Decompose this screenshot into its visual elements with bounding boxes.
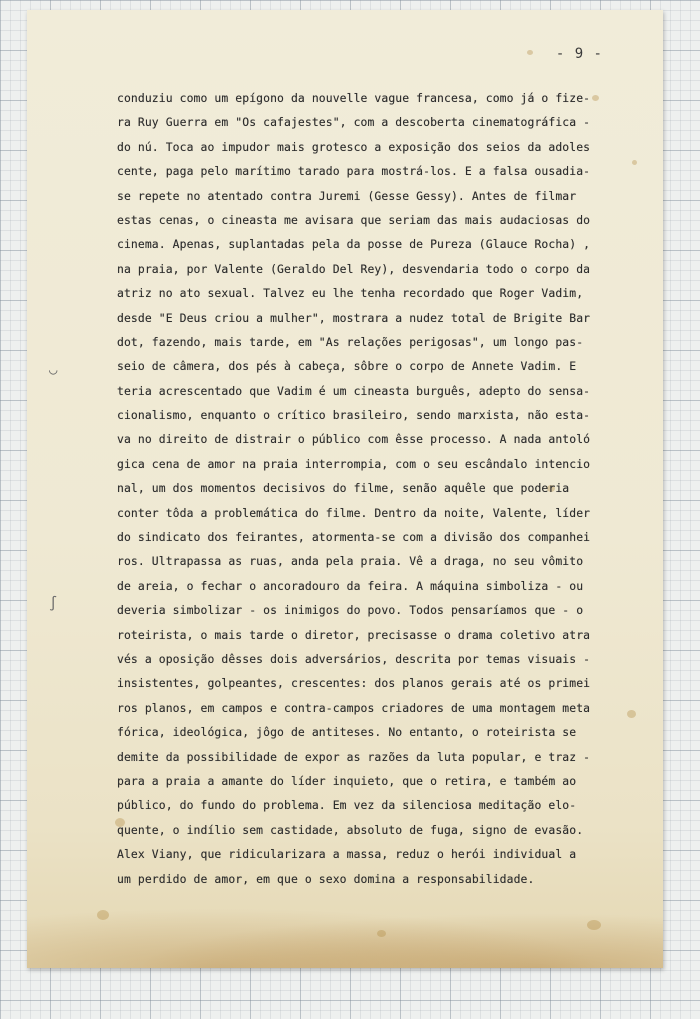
text-line: ros. Ultrapassa as ruas, anda pela praia. Vê a draga, no seu vômito [117, 554, 584, 569]
text-line: do nú. Toca ao impudor mais grotesco a exposição dos seios da adoles [117, 139, 591, 154]
text-line: para a praia a amante do líder inquieto, que o retira, e também ao [117, 773, 577, 788]
paper-sheet [27, 10, 663, 968]
text-line: se repete no atentado contra Juremi (Gesse Gessy). Antes de filmar [117, 188, 577, 203]
text-line: público, do fundo do problema. Em vez da silenciosa meditação elo- [117, 798, 577, 813]
text-line: gica cena de amor na praia interrompia, com o seu escândalo intencio [117, 456, 591, 471]
text-line: insistentes, golpeantes, crescentes: dos planos gerais até os primei [117, 676, 591, 691]
text-line: teria acrescentado que Vadim é um cineasta burguês, adepto do sensa- [117, 383, 591, 398]
typed-body-text [117, 86, 647, 891]
text-line: desde "E Deus criou a mulher", mostrara a nudez total de Brigite Bar [117, 310, 591, 325]
text-line: do sindicato dos feirantes, atormenta-se com a divisão dos companhei [117, 530, 591, 545]
rust-spot [587, 920, 601, 930]
text-line: deveria simbolizar - os inimigos do povo. Todos pensaríamos que - o [117, 603, 584, 618]
text-line: seio de câmera, dos pés à cabeça, sôbre o corpo de Annete Vadim. E [117, 359, 577, 374]
rust-spot [97, 910, 109, 920]
text-line: va no direito de distrair o público com êsse processo. A nada antoló [117, 432, 591, 447]
text-line: ra Ruy Guerra em "Os cafajestes", com a descoberta cinematográfica - [117, 115, 591, 130]
text-line: na praia, por Valente (Geraldo Del Rey), desvendaria todo o corpo da [117, 261, 591, 276]
page-number: - 9 - [555, 46, 603, 62]
text-line: nal, um dos momentos decisivos do filme, senão aquêle que poderia [117, 481, 570, 496]
text-line: cionalismo, enquanto o crítico brasileiro, sendo marxista, não esta- [117, 408, 591, 423]
text-line: conduziu como um epígono da nouvelle vague francesa, como já o fize- [117, 91, 591, 105]
rust-spot [527, 50, 533, 55]
text-line: estas cenas, o cineasta me avisara que seriam das mais audaciosas do [117, 212, 591, 227]
text-line: demite da possibilidade de expor as razões da luta popular, e traz - [117, 749, 591, 764]
text-line: atriz no ato sexual. Talvez eu lhe tenha recordado que Roger Vadim, [117, 286, 584, 301]
punch-hole-mark: ∫ [49, 596, 58, 612]
rust-spot [377, 930, 386, 937]
text-line: roteirista, o mais tarde o diretor, precisasse o drama coletivo atra [117, 627, 591, 642]
water-stain [27, 898, 663, 968]
text-line: fórica, ideológica, jôgo de antiteses. No entanto, o roteirista se [117, 725, 577, 740]
text-line: quente, o indílio sem castidade, absoluto de fuga, signo de evasão. [117, 822, 584, 837]
text-line: Alex Viany, que ridicularizara a massa, reduz o herói individual a [117, 847, 577, 862]
text-line: vés a oposição dêsses dois adversários, descrita por temas visuais - [117, 651, 591, 666]
text-line: dot, fazendo, mais tarde, em "As relações perigosas", um longo pas- [117, 334, 584, 349]
punch-hole-mark: ◡ [49, 362, 58, 378]
text-line: de areia, o fechar o ancoradouro da feira. A máquina simboliza - ou [117, 578, 584, 593]
text-line: um perdido de amor, em que o sexo domina a responsabilidade. [117, 871, 535, 886]
text-line: cinema. Apenas, suplantadas pela da posse de Pureza (Glauce Rocha) , [117, 237, 591, 252]
text-line: ros planos, em campos e contra-campos criadores de uma montagem meta [117, 700, 591, 715]
text-line: conter tôda a problemática do filme. Dentro da noite, Valente, líder [117, 505, 591, 520]
text-line: cente, paga pelo marítimo tarado para mostrá-los. E a falsa ousadia- [117, 164, 591, 179]
